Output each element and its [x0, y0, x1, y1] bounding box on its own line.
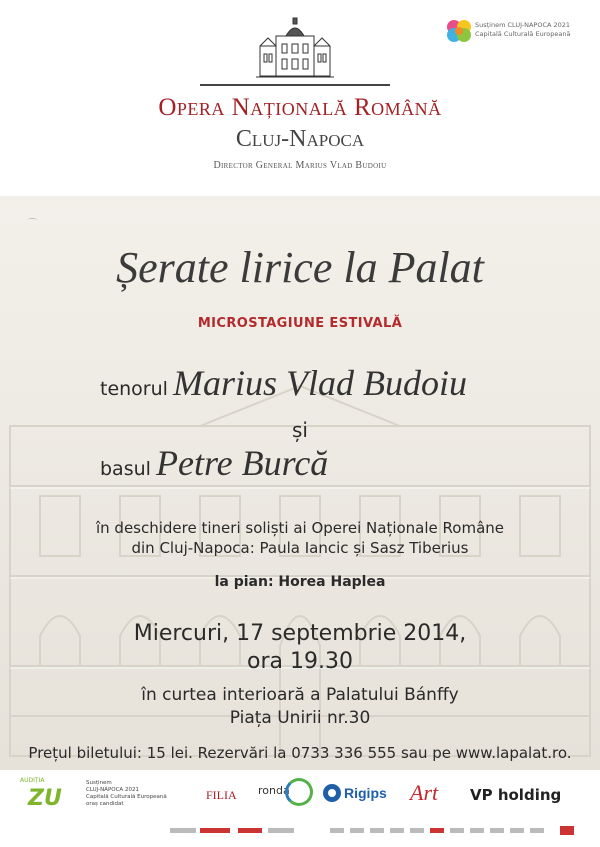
ticket-price: Prețul biletului: 15 lei. Rezervări la 0733 336 555 sau pe www.lapalat.ro. — [28, 744, 572, 762]
zu-wordmark: ZU — [28, 786, 62, 811]
event-venue — [0, 684, 600, 730]
opening-line-2: din Cluj-Napoca: Paula Iancic și Sasz Tiberius — [131, 539, 469, 557]
partner-logos-row — [0, 822, 600, 840]
bass-line — [100, 442, 500, 492]
event-subtitle: MICROSTAGIUNE ESTIVALĂ — [197, 316, 403, 331]
tenor-name: Marius Vlad Budoiu — [173, 363, 468, 403]
cj-line-3: Capitală Culturală Europeană — [86, 794, 167, 800]
event-date — [0, 620, 600, 676]
rigips-logo — [322, 782, 402, 804]
rigips-wordmark: Rigips — [344, 785, 387, 801]
cj-line-2: CLUJ-NAPOCA 2021 — [86, 787, 139, 793]
vp-holding-logo: VP holding — [470, 786, 562, 804]
opening-act — [0, 518, 600, 558]
flower-logo-icon — [445, 18, 473, 44]
event-title: Șerate lirice la Palat — [116, 243, 484, 292]
opening-line-1: în deschidere tineri soliști ai Operei Naționale Române — [95, 519, 504, 537]
opera-building-logo — [254, 14, 336, 84]
cluj-2021-badge — [445, 18, 595, 48]
piano-credit: la pian: Horea Haplea — [214, 574, 386, 590]
opera-title: Opera Națională Română — [158, 94, 442, 121]
conjunction: și — [292, 418, 308, 442]
cluj-2021-text — [86, 780, 167, 808]
ronda-logo: ronda — [258, 784, 290, 797]
logo-divider — [200, 84, 390, 86]
bass-name: Petre Burcă — [156, 443, 329, 483]
badge-line-1: Susținem CLUJ-NAPOCA 2021 — [475, 21, 571, 29]
sponsors-strip — [0, 770, 600, 847]
cj-line-4: oraș candidat — [86, 801, 124, 807]
bass-label: basul — [100, 458, 151, 480]
header — [0, 0, 600, 196]
poster-body — [0, 196, 600, 770]
date-line-1: Miercuri, 17 septembrie 2014, — [133, 621, 467, 646]
date-line-2: ora 19.30 — [247, 649, 353, 674]
art-logo: Art — [410, 780, 439, 805]
radio-zu-logo — [20, 777, 60, 817]
tenor-line — [100, 362, 570, 412]
venue-line-2: Piața Unirii nr.30 — [229, 708, 371, 728]
opera-director: Director General Marius Vlad Budoiu — [213, 160, 387, 171]
bird-icon: ⌒ — [28, 219, 38, 229]
zu-tagline: AUDIȚIA — [20, 777, 45, 784]
ronda-circle-icon — [285, 778, 313, 806]
opera-city: Cluj-Napoca — [235, 126, 365, 152]
cj-line-1: Susținem — [86, 780, 112, 786]
badge-line-2: Capitală Culturală Europeană — [475, 30, 571, 38]
venue-line-1: în curtea interioară a Palatului Bánffy — [141, 685, 459, 705]
tenor-label: tenorul — [100, 378, 168, 400]
filia-logo: FILIA — [206, 788, 237, 802]
